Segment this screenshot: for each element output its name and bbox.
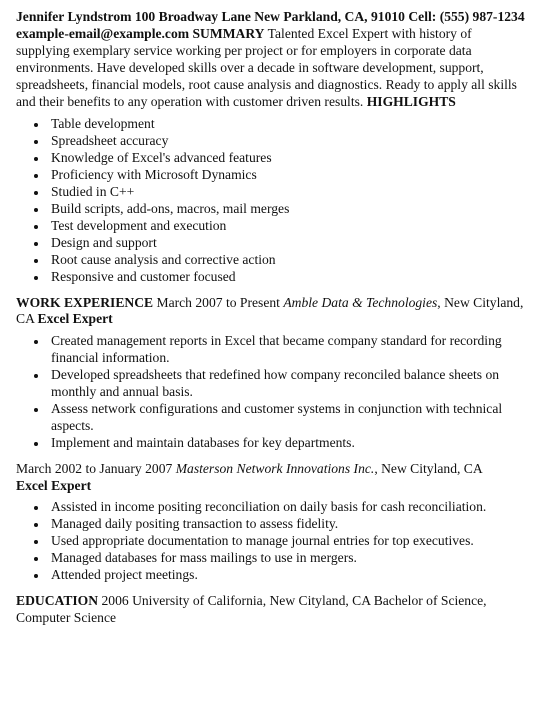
list-item: Assisted in income positing reconciliation on daily basis for cash reconciliation.: [16, 499, 527, 516]
job2-location: , New Cityland, CA: [374, 460, 483, 476]
job1-title: Excel Expert: [37, 311, 113, 327]
list-item: Test development and execution: [16, 218, 527, 235]
list-item: Knowledge of Excel's advanced features: [16, 150, 527, 167]
list-item: Studied in C++: [16, 184, 527, 201]
list-item: Root cause analysis and corrective action: [16, 252, 527, 269]
list-item: Responsive and customer focused: [16, 269, 527, 286]
list-item: Build scripts, add-ons, macros, mail merges: [16, 201, 527, 218]
list-item: Developed spreadsheets that redefined how company reconciled balance sheets on monthly and annual basis.: [16, 367, 527, 401]
work-experience-header: [16, 295, 527, 329]
list-item: Managed databases for mass mailings to use in mergers.: [16, 550, 527, 567]
education-section: [16, 593, 527, 627]
list-item: Attended project meetings.: [16, 567, 527, 584]
job2-company: Masterson Network Innovations Inc.: [175, 460, 375, 476]
list-item: Proficiency with Microsoft Dynamics: [16, 167, 527, 184]
job2-header: [16, 461, 527, 495]
list-item: Design and support: [16, 235, 527, 252]
header-summary-paragraph: [16, 9, 527, 110]
summary-text: Talented Excel Expert with history of supplying exemplary service working per project or for employers in corporate data environments. Have developed skills over a decade in software development, support, spreadsheets, financial models, root cause analysis and diagnostics. Ready to apply all skills and their benefits to any operation with customer driven results.: [16, 25, 517, 109]
list-item: Managed daily positing transaction to assess fidelity.: [16, 516, 527, 533]
job2-bullets: [16, 499, 527, 584]
highlights-list: [16, 116, 527, 285]
job1-location: , New Cityland, CA: [16, 294, 524, 327]
list-item: Created management reports in Excel that became company standard for recording financial information.: [16, 333, 527, 367]
list-item: Implement and maintain databases for key departments.: [16, 435, 527, 452]
work-experience-heading: WORK EXPERIENCE: [16, 294, 154, 310]
summary-heading: SUMMARY: [192, 25, 265, 41]
list-item: Assess network configurations and customer systems in conjunction with technical aspects.: [16, 401, 527, 435]
highlights-heading: HIGHLIGHTS: [366, 93, 456, 109]
contact-info: Jennifer Lyndstrom 100 Broadway Lane New Parkland, CA, 91010 Cell: (555) 987-1234 example-email@example.com: [16, 9, 525, 41]
job1-bullets: [16, 333, 527, 451]
list-item: Table development: [16, 116, 527, 133]
education-heading: EDUCATION: [16, 593, 99, 608]
job1-dates: March 2007 to Present: [156, 294, 280, 310]
job1-company: Amble Data & Technologies: [283, 294, 438, 310]
education-text: 2006 University of California, New Cityland, CA Bachelor of Science, Computer Science: [16, 593, 487, 625]
job2-dates: March 2002 to January 2007: [16, 460, 173, 476]
list-item: Spreadsheet accuracy: [16, 133, 527, 150]
job2-title: Excel Expert: [16, 477, 92, 493]
list-item: Used appropriate documentation to manage journal entries for top executives.: [16, 533, 527, 550]
